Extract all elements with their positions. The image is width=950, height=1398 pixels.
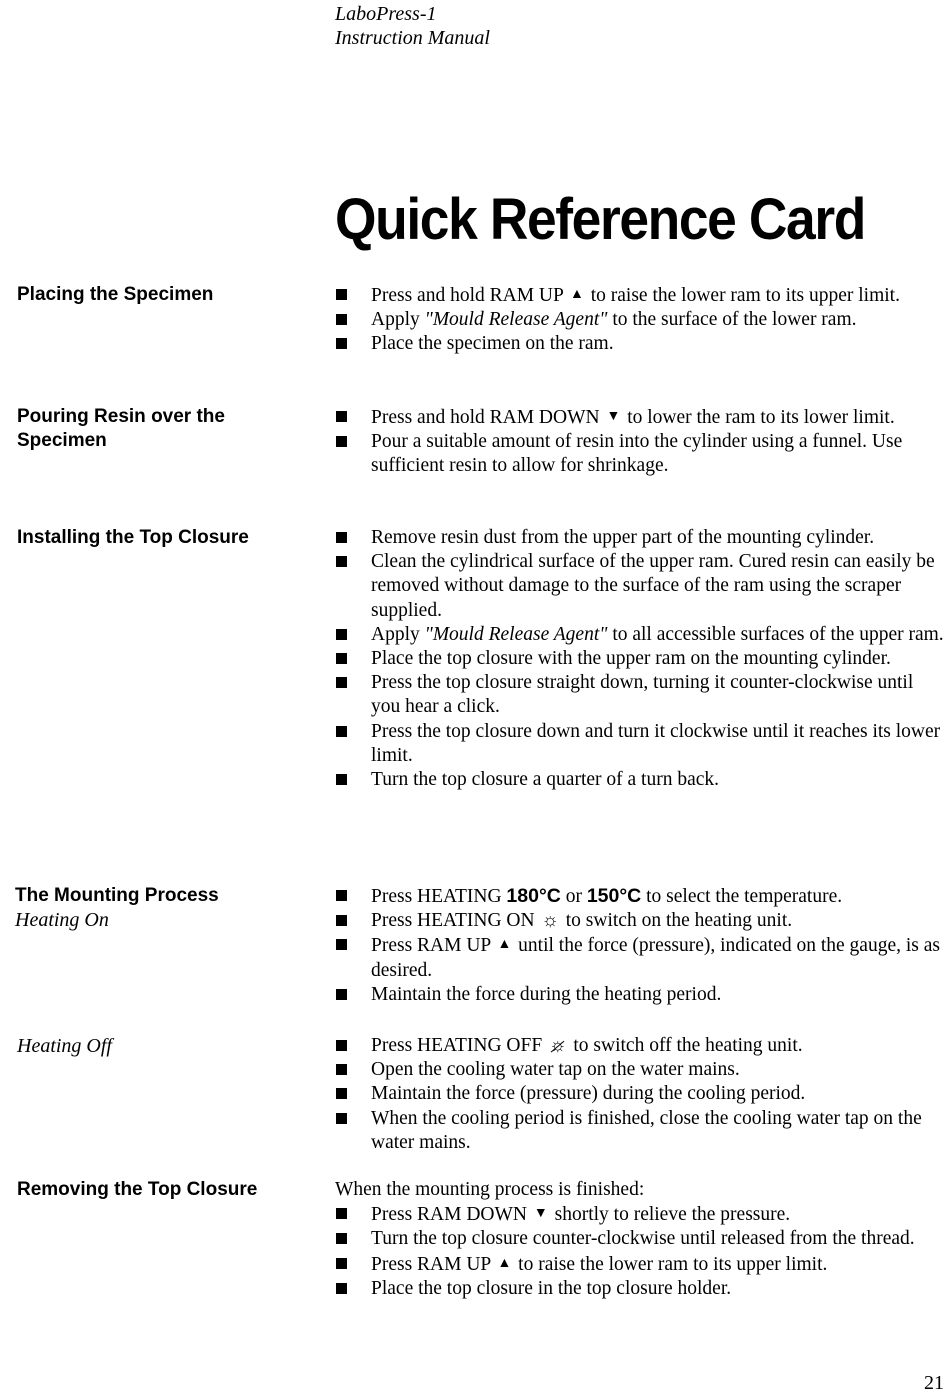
- list-item: Place the top closure with the upper ram on the mounting cylinder.: [335, 647, 947, 671]
- bullet-square-icon: [336, 915, 347, 926]
- step-list: [335, 405, 947, 479]
- bullet-square-icon: [336, 1088, 347, 1099]
- section-intro: When the mounting process is finished:: [335, 1179, 645, 1200]
- arrow-up-icon: ▲: [570, 287, 584, 302]
- bullet-square-icon: [336, 314, 347, 325]
- arrow-up-icon: ▲: [497, 937, 512, 953]
- bullet-square-icon: [336, 338, 347, 349]
- list-item: Press HEATING ON ☼ to switch on the heating unit.: [335, 909, 947, 933]
- bullet-square-icon: [336, 1064, 347, 1075]
- heating-off-icon: ☼: [549, 1034, 566, 1058]
- list-item: Press HEATING OFF ☼ to switch off the heating unit.: [335, 1034, 947, 1058]
- bullet-square-icon: [336, 1113, 347, 1124]
- arrow-down-icon: ▼: [533, 1206, 548, 1222]
- bullet-square-icon: [336, 629, 347, 640]
- temp-180: 180°C: [506, 885, 561, 907]
- arrow-down-icon: ▼: [606, 409, 621, 424]
- bullet-square-icon: [336, 1258, 347, 1269]
- list-item: Apply "Mould Release Agent" to the surface of the lower ram.: [335, 308, 947, 332]
- bullet-square-icon: [336, 1040, 347, 1051]
- list-item: Maintain the force during the heating period.: [335, 983, 947, 1007]
- step-list: [335, 884, 947, 1007]
- list-item: Open the cooling water tap on the water mains.: [335, 1058, 947, 1082]
- list-item: Press RAM DOWN ▼ shortly to relieve the pressure.: [335, 1202, 947, 1227]
- heating-on-icon: ☼: [541, 910, 559, 932]
- temp-150: 150°C: [586, 885, 642, 907]
- step-list: [335, 283, 947, 357]
- page-number: 21: [924, 1372, 944, 1394]
- bullet-square-icon: [336, 436, 347, 447]
- list-item: Press HEATING 180°C or 150°C to select the temperature.: [335, 884, 947, 909]
- bullet-square-icon: [336, 411, 347, 422]
- section-label: Placing the Specimen: [17, 284, 214, 305]
- list-item: Press the top closure straight down, turning it counter-clockwise until you hear a click.: [335, 671, 947, 719]
- list-item: Press the top closure down and turn it clockwise until it reaches its lower limit.: [335, 720, 947, 768]
- list-item: Remove resin dust from the upper part of the mounting cylinder.: [335, 526, 947, 550]
- bullet-square-icon: [336, 939, 347, 950]
- list-item: Place the top closure in the top closure holder.: [335, 1277, 947, 1301]
- list-item: Turn the top closure a quarter of a turn back.: [335, 768, 947, 792]
- list-item: When the cooling period is finished, close the cooling water tap on the water mains.: [335, 1107, 947, 1155]
- bullet-square-icon: [336, 653, 347, 664]
- header-doc-type: Instruction Manual: [335, 27, 490, 49]
- list-item: Press RAM UP ▲ until the force (pressure), indicated on the gauge, is as desired.: [335, 933, 947, 982]
- bullet-square-icon: [336, 556, 347, 567]
- arrow-up-icon: ▲: [497, 1255, 512, 1271]
- step-list: [335, 1202, 947, 1301]
- bullet-square-icon: [336, 677, 347, 688]
- section-label: The Mounting Process Heating On: [15, 884, 315, 932]
- bullet-square-icon: [336, 1233, 347, 1244]
- bullet-square-icon: [336, 289, 347, 300]
- section-label: Heating Off: [17, 1035, 112, 1057]
- step-block: [335, 1178, 947, 1301]
- step-list: [335, 526, 947, 792]
- running-header: [335, 2, 490, 50]
- list-item: Place the specimen on the ram.: [335, 332, 947, 356]
- list-item: Apply "Mould Release Agent" to all accessible surfaces of the upper ram.: [335, 623, 947, 647]
- list-item: Maintain the force (pressure) during the cooling period.: [335, 1082, 947, 1106]
- bullet-square-icon: [336, 890, 347, 901]
- list-item: Turn the top closure counter-clockwise until released from the thread.: [335, 1227, 947, 1251]
- list-item: Press RAM UP ▲ to raise the lower ram to its upper limit.: [335, 1252, 947, 1277]
- bullet-square-icon: [336, 1208, 347, 1219]
- step-list: [335, 1034, 947, 1155]
- section-sublabel: Heating On: [15, 909, 109, 931]
- list-item: Clean the cylindrical surface of the upper ram. Cured resin can easily be removed without damage to the surface of the ram using the scraper supplied.: [335, 550, 947, 623]
- list-item: Press and hold RAM UP ▲ to raise the lower ram to its upper limit.: [335, 283, 947, 308]
- list-item: Pour a suitable amount of resin into the cylinder using a funnel. Use sufficient resin to allow for shrinkage.: [335, 430, 947, 478]
- page-title: Quick Reference Card: [335, 187, 865, 252]
- bullet-square-icon: [336, 726, 347, 737]
- section-label: Installing the Top Closure: [17, 527, 249, 548]
- bullet-square-icon: [336, 774, 347, 785]
- list-item: Press and hold RAM DOWN ▼ to lower the ram to its lower limit.: [335, 405, 947, 430]
- section-label: Pouring Resin over the Specimen: [17, 406, 225, 451]
- bullet-square-icon: [336, 989, 347, 1000]
- header-product: LaboPress-1: [335, 3, 437, 25]
- section-label: Removing the Top Closure: [17, 1179, 258, 1200]
- bullet-square-icon: [336, 1283, 347, 1294]
- bullet-square-icon: [336, 532, 347, 543]
